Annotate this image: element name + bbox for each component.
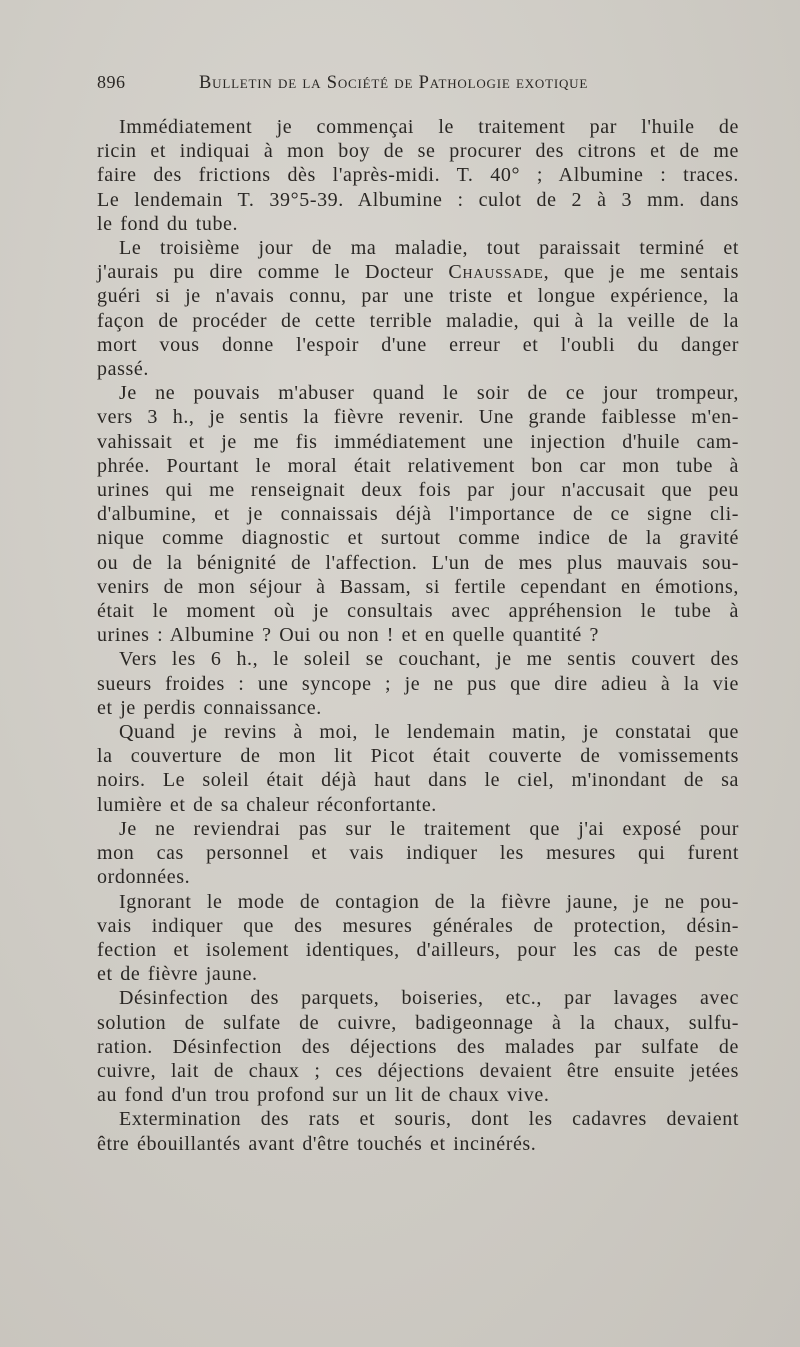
paragraph (97, 817, 739, 890)
text-line: mon cas personnel et vais indiquer les mesures qui furent (97, 842, 739, 865)
text-line: fection et isolement identiques, d'ailleurs, pour les cas de peste (97, 938, 739, 961)
paragraph (97, 720, 739, 817)
text-line (97, 260, 739, 284)
text-line: Je ne pouvais m'abuser quand le soir de ce jour trompeur, (119, 382, 739, 405)
page-number: 896 (97, 72, 126, 92)
text-line: venirs de mon séjour à Bassam, si fertile cependant en émotions, (97, 575, 739, 598)
text-line: le fond du tube. (97, 212, 239, 235)
paragraph (97, 890, 739, 987)
text-line: Immédiatement je commençai le traitement par l'huile de (119, 116, 739, 138)
text-line: solution de sulfate de cuivre, badigeonnage à la chaux, sulfu- (97, 1011, 739, 1034)
paragraph (97, 647, 739, 720)
text-line: mort vous donne l'espoir d'une erreur et l'oubli du danger (97, 333, 739, 356)
text-line: urines qui me renseignait deux fois par jour n'accusait que peu (97, 479, 739, 502)
text-line: sueurs froides : une syncope ; je ne pus que dire adieu à la vie (97, 672, 739, 695)
text-line: était le moment où je consultais avec appréhension le tube à (97, 600, 739, 623)
paragraph (97, 381, 739, 647)
paragraph (97, 115, 739, 236)
text-line: Ignorant le mode de contagion de la fièvre jaune, je ne pou- (119, 890, 739, 913)
text-line: et je perdis connaissance. (97, 696, 322, 719)
text-line: Le troisième jour de ma maladie, tout paraissait terminé et (119, 237, 739, 260)
journal-title: Bulletin de la Société de Pathologie exotique (199, 73, 589, 93)
text-line: ricin et indiquai à mon boy de se procurer des citrons et de me (97, 140, 739, 163)
text-line: Extermination des rats et souris, dont les cadavres devaient (119, 1108, 739, 1131)
text-line: façon de procéder de cette terrible maladie, qui à la veille de la (97, 309, 739, 332)
text-line: Désinfection des parquets, boiseries, etc., par lavages avec (119, 987, 739, 1010)
paragraph (97, 986, 739, 1107)
text-line: ration. Désinfection des déjections des malades par sulfate de (97, 1035, 739, 1058)
text-line: ou de la bénignité de l'affection. L'un de mes plus mauvais sou- (97, 551, 739, 574)
text-line: phrée. Pourtant le moral était relativement bon car mon tube à (97, 454, 739, 477)
text-line: la couverture de mon lit Picot était couverte de vomissements (97, 745, 739, 768)
text-line: ordonnées. (97, 866, 191, 889)
text-line: cuivre, lait de chaux ; ces déjections devaient être ensuite jetées (97, 1059, 739, 1082)
text-line: vais indiquer que des mesures générales de protection, désin- (97, 914, 739, 937)
text-line: Je ne reviendrai pas sur le traitement que j'ai exposé pour (119, 817, 739, 840)
text-line: être ébouillantés avant d'être touchés et incinérés. (97, 1132, 537, 1155)
text-line: noirs. Le soleil était déjà haut dans le ciel, m'inondant de sa (97, 769, 739, 792)
text-line: nique comme diagnostic et surtout comme indice de la gravité (97, 527, 739, 550)
text-line: vers 3 h., je sentis la fièvre revenir. Une grande faiblesse m'en- (97, 406, 739, 429)
author-name: Chaussade (448, 261, 544, 284)
text-line: au fond d'un trou profond sur un lit de chaux vive. (97, 1084, 550, 1107)
article-body (97, 115, 739, 1156)
text-line: Quand je revins à moi, le lendemain matin, je constatai que (119, 721, 739, 744)
text-line: vahissait et je me fis immédiatement une injection d'huile cam- (97, 430, 739, 453)
text-line: Le lendemain T. 39°5-39. Albumine : culot de 2 à 3 mm. dans (97, 188, 739, 211)
text-line: faire des frictions dès l'après-midi. T. 40° ; Albumine : traces. (97, 164, 739, 187)
running-head (97, 72, 657, 100)
text-fragment: , que je me sentais (543, 261, 740, 284)
text-line: Vers les 6 h., le soleil se couchant, je me sentis couvert des (119, 648, 739, 671)
text-line: urines : Albumine ? Oui ou non ! et en quelle quantité ? (97, 624, 599, 647)
text-line: d'albumine, et je connaissais déjà l'importance de ce signe cli- (97, 503, 739, 526)
text-fragment: j'aurais pu dire comme le Docteur (97, 261, 449, 284)
text-line: lumière et de sa chaleur réconfortante. (97, 793, 437, 816)
paragraph (97, 236, 739, 381)
text-line: passé. (97, 358, 149, 381)
text-line: guéri si je n'avais connu, par une triste et longue expérience, la (97, 285, 739, 308)
paragraph (97, 1107, 739, 1155)
text-line: et de fièvre jaune. (97, 963, 258, 986)
